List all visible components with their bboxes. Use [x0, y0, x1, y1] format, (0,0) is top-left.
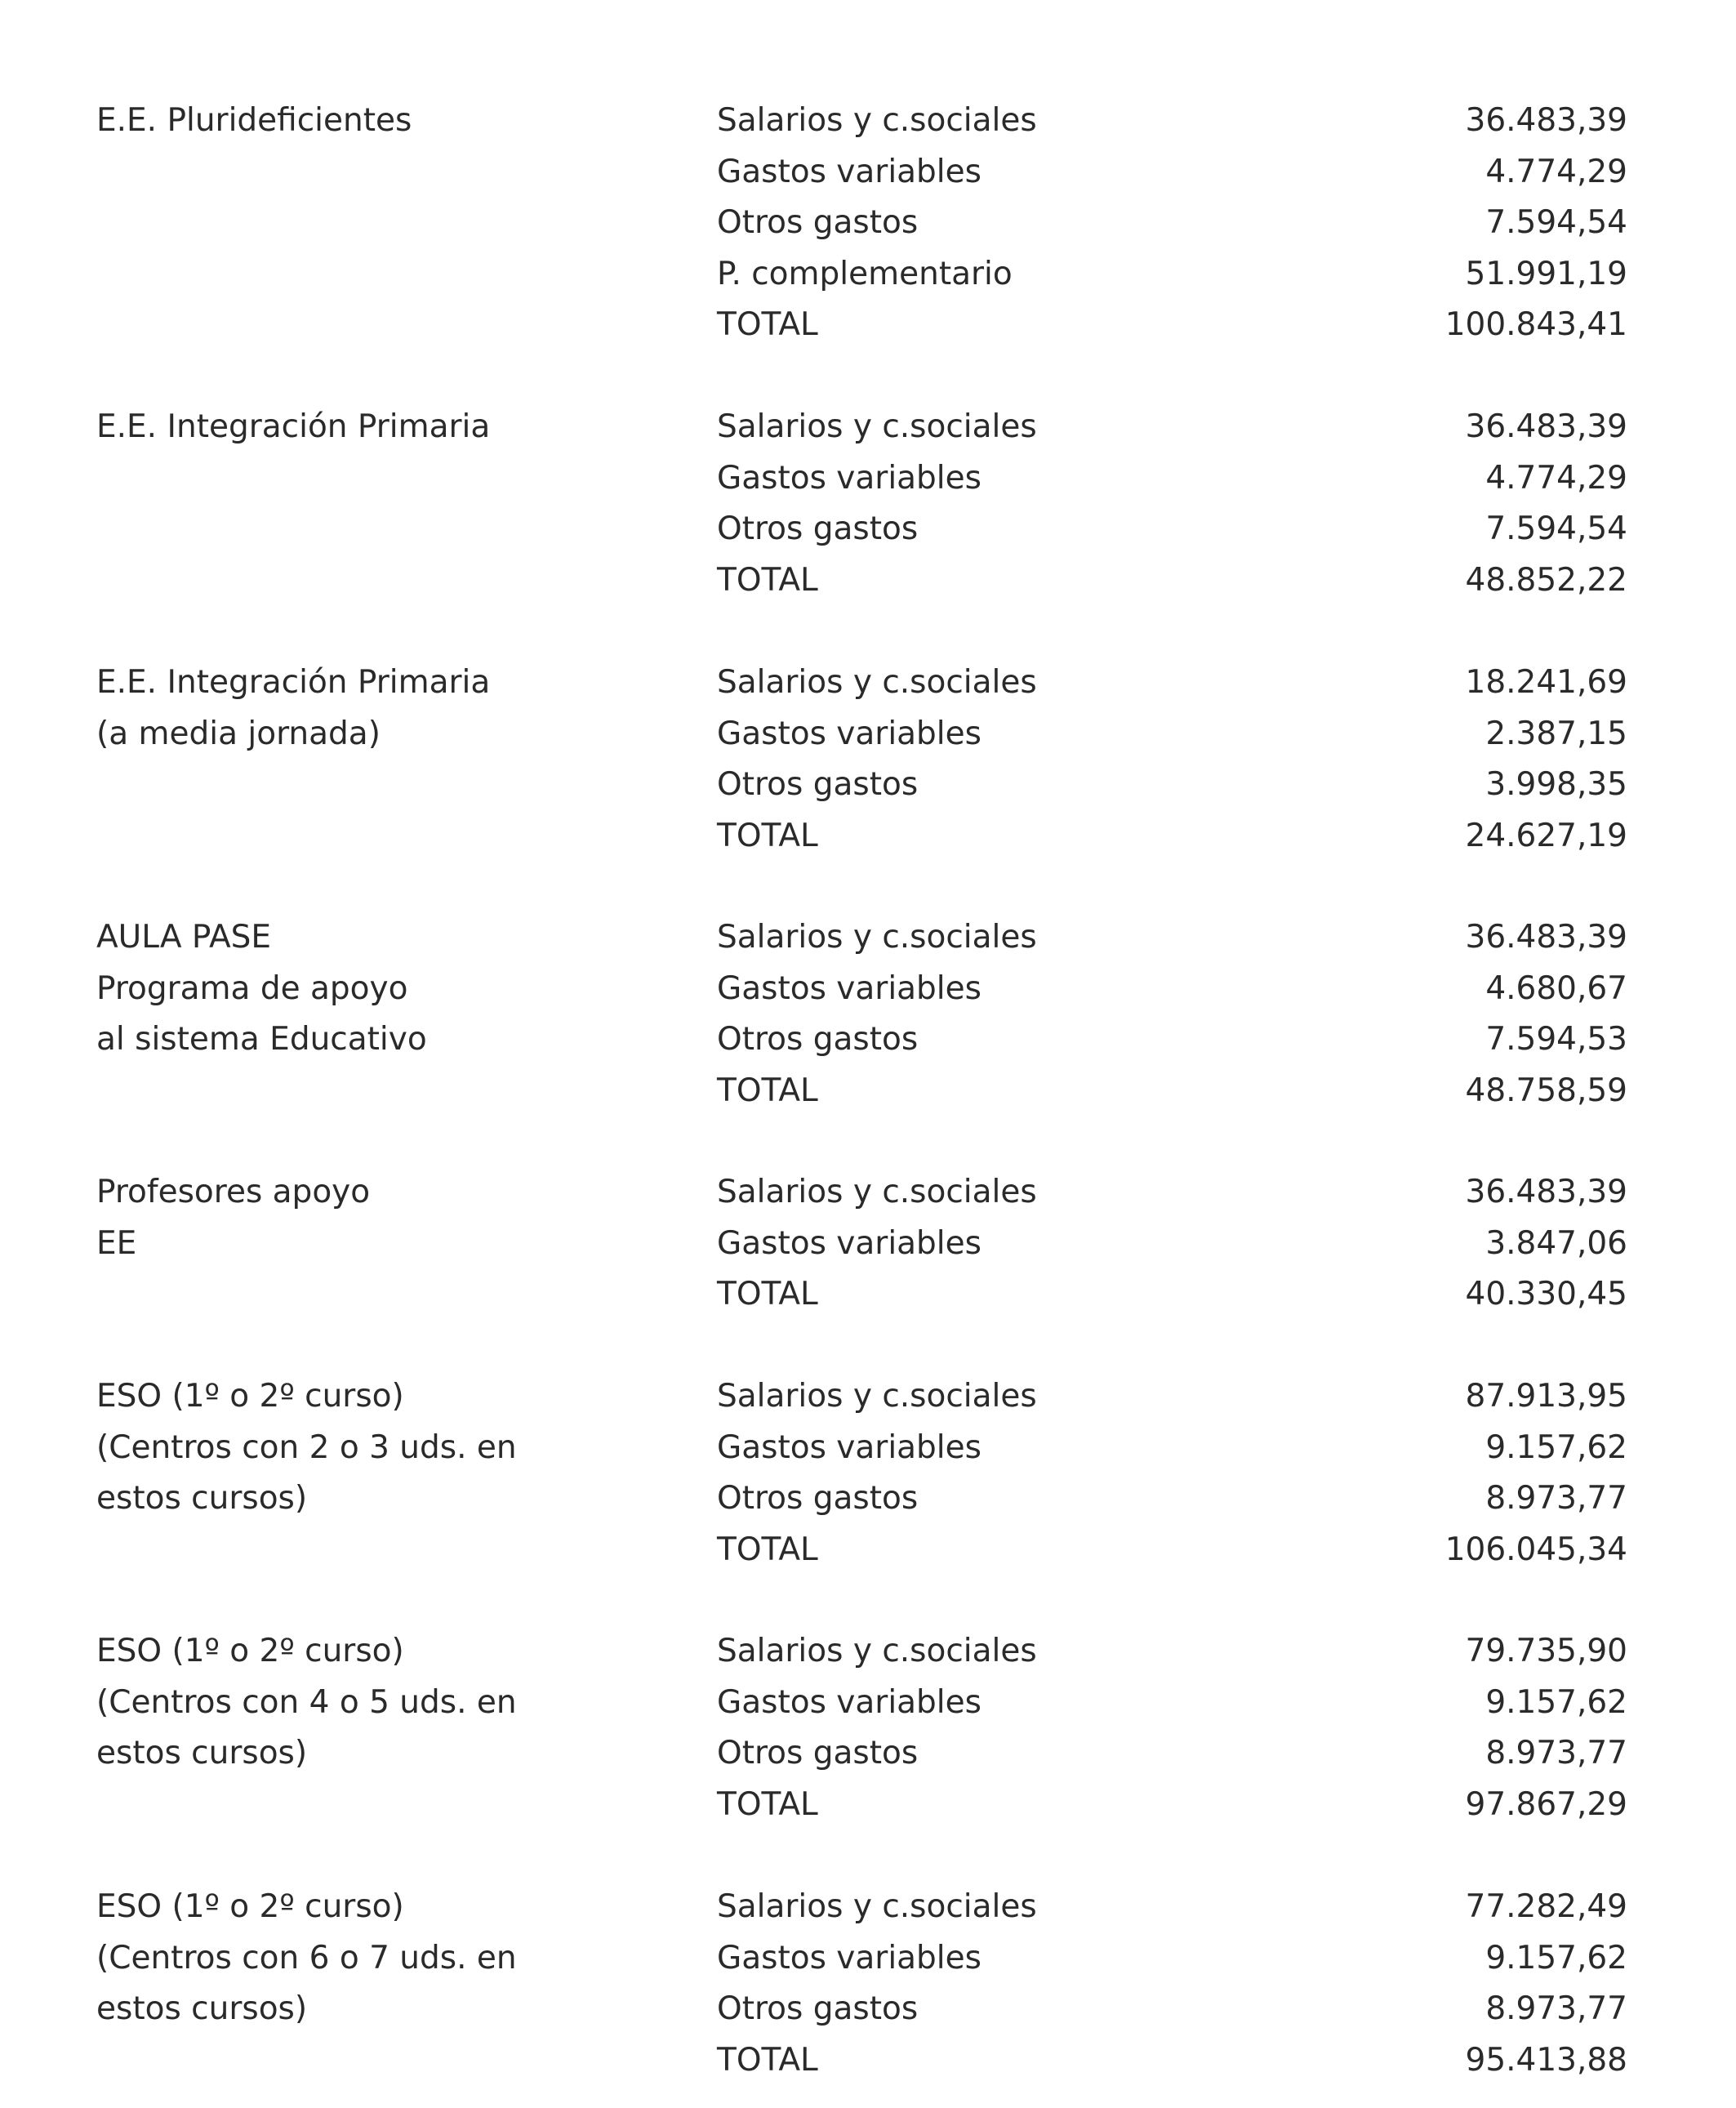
cost-concept: TOTAL: [717, 561, 818, 599]
cost-amount: 24.627,19: [1465, 817, 1627, 854]
cost-amount: 9.157,62: [1485, 1939, 1627, 1977]
cost-amount: 79.735,90: [1465, 1633, 1627, 1669]
cost-concept: P. complementario: [717, 255, 1013, 292]
cost-amount: 18.241,69: [1465, 664, 1627, 701]
cost-amount: 8.973,77: [1485, 1480, 1627, 1517]
cost-concept: TOTAL: [717, 306, 818, 343]
cost-concept: Otros gastos: [717, 1735, 919, 1772]
cost-amount: 4.774,29: [1485, 459, 1627, 497]
cost-amount: 2.387,15: [1485, 715, 1627, 752]
cost-amount: 8.973,77: [1485, 1735, 1627, 1772]
cost-concept: Gastos variables: [717, 715, 982, 752]
cost-concept: Otros gastos: [717, 204, 919, 241]
cost-amount: 87.913,95: [1465, 1378, 1627, 1415]
cost-concept: TOTAL: [717, 1072, 818, 1109]
cost-amount: 3.998,35: [1485, 766, 1627, 803]
cost-amount: 48.758,59: [1465, 1072, 1627, 1109]
block-label-line: ESO (1º o 2º curso): [96, 1888, 404, 1925]
cost-concept: TOTAL: [717, 2041, 818, 2079]
cost-concept: Otros gastos: [717, 766, 919, 803]
cost-concept: TOTAL: [717, 817, 818, 854]
block-label-line: Programa de apoyo: [96, 969, 408, 1007]
cost-amount: 40.330,45: [1465, 1276, 1627, 1312]
cost-concept: TOTAL: [717, 1276, 818, 1312]
cost-concept: Salarios y c.sociales: [717, 1174, 1037, 1210]
block-label-line: estos cursos): [96, 1735, 308, 1772]
cost-concept: Gastos variables: [717, 459, 982, 497]
cost-amount: 7.594,54: [1485, 510, 1627, 547]
cost-concept: Gastos variables: [717, 153, 982, 190]
cost-concept: Salarios y c.sociales: [717, 1378, 1037, 1415]
block-label-line: estos cursos): [96, 1990, 308, 2027]
cost-amount: 36.483,39: [1465, 919, 1627, 956]
cost-amount: 9.157,62: [1485, 1683, 1627, 1721]
cost-concept: Salarios y c.sociales: [717, 1888, 1037, 1925]
cost-amount: 4.680,67: [1485, 969, 1627, 1007]
cost-concept: Salarios y c.sociales: [717, 664, 1037, 701]
block-label-line: estos cursos): [96, 1480, 308, 1517]
block-label-line: (Centros con 2 o 3 uds. en: [96, 1428, 517, 1466]
block-label-line: Profesores apoyo: [96, 1174, 371, 1210]
cost-amount: 4.774,29: [1485, 153, 1627, 190]
cost-concept: Otros gastos: [717, 1480, 919, 1517]
cost-concept: Salarios y c.sociales: [717, 408, 1037, 445]
cost-amount: 77.282,49: [1465, 1888, 1627, 1925]
cost-amount: 97.867,29: [1465, 1785, 1627, 1823]
cost-amount: 36.483,39: [1465, 408, 1627, 445]
cost-concept: Gastos variables: [717, 1939, 982, 1977]
cost-concept: Gastos variables: [717, 1683, 982, 1721]
block-label-line: ESO (1º o 2º curso): [96, 1378, 404, 1415]
block-label-line: (Centros con 6 o 7 uds. en: [96, 1939, 517, 1977]
cost-amount: 95.413,88: [1465, 2041, 1627, 2079]
block-label-line: EE: [96, 1224, 137, 1262]
cost-amount: 106.045,34: [1444, 1531, 1627, 1568]
block-label-line: E.E. Integración Primaria: [96, 664, 491, 701]
cost-concept: TOTAL: [717, 1531, 818, 1568]
cost-concept: Otros gastos: [717, 1990, 919, 2027]
block-label-line: (a media jornada): [96, 715, 381, 752]
cost-amount: 9.157,62: [1485, 1428, 1627, 1466]
block-label-line: al sistema Educativo: [96, 1021, 427, 1058]
cost-concept: Otros gastos: [717, 1021, 919, 1058]
block-label-line: ESO (1º o 2º curso): [96, 1633, 404, 1669]
cost-amount: 51.991,19: [1465, 255, 1627, 292]
cost-concept: Otros gastos: [717, 510, 919, 547]
cost-amount: 3.847,06: [1485, 1224, 1627, 1262]
cost-amount: 36.483,39: [1465, 102, 1627, 139]
cost-concept: Gastos variables: [717, 969, 982, 1007]
cost-amount: 48.852,22: [1465, 561, 1627, 599]
block-label-line: AULA PASE: [96, 919, 272, 956]
cost-concept: Gastos variables: [717, 1224, 982, 1262]
cost-amount: 36.483,39: [1465, 1174, 1627, 1210]
cost-amount: 100.843,41: [1444, 306, 1627, 343]
cost-concept: Salarios y c.sociales: [717, 919, 1037, 956]
cost-amount: 8.973,77: [1485, 1990, 1627, 2027]
block-label-line: (Centros con 4 o 5 uds. en: [96, 1683, 517, 1721]
cost-amount: 7.594,54: [1485, 204, 1627, 241]
block-label-line: E.E. Plurideficientes: [96, 102, 412, 139]
cost-concept: Salarios y c.sociales: [717, 102, 1037, 139]
cost-concept: TOTAL: [717, 1785, 818, 1823]
block-label-line: E.E. Integración Primaria: [96, 408, 491, 445]
cost-concept: Gastos variables: [717, 1428, 982, 1466]
cost-concept: Salarios y c.sociales: [717, 1633, 1037, 1669]
cost-amount: 7.594,53: [1485, 1021, 1627, 1058]
